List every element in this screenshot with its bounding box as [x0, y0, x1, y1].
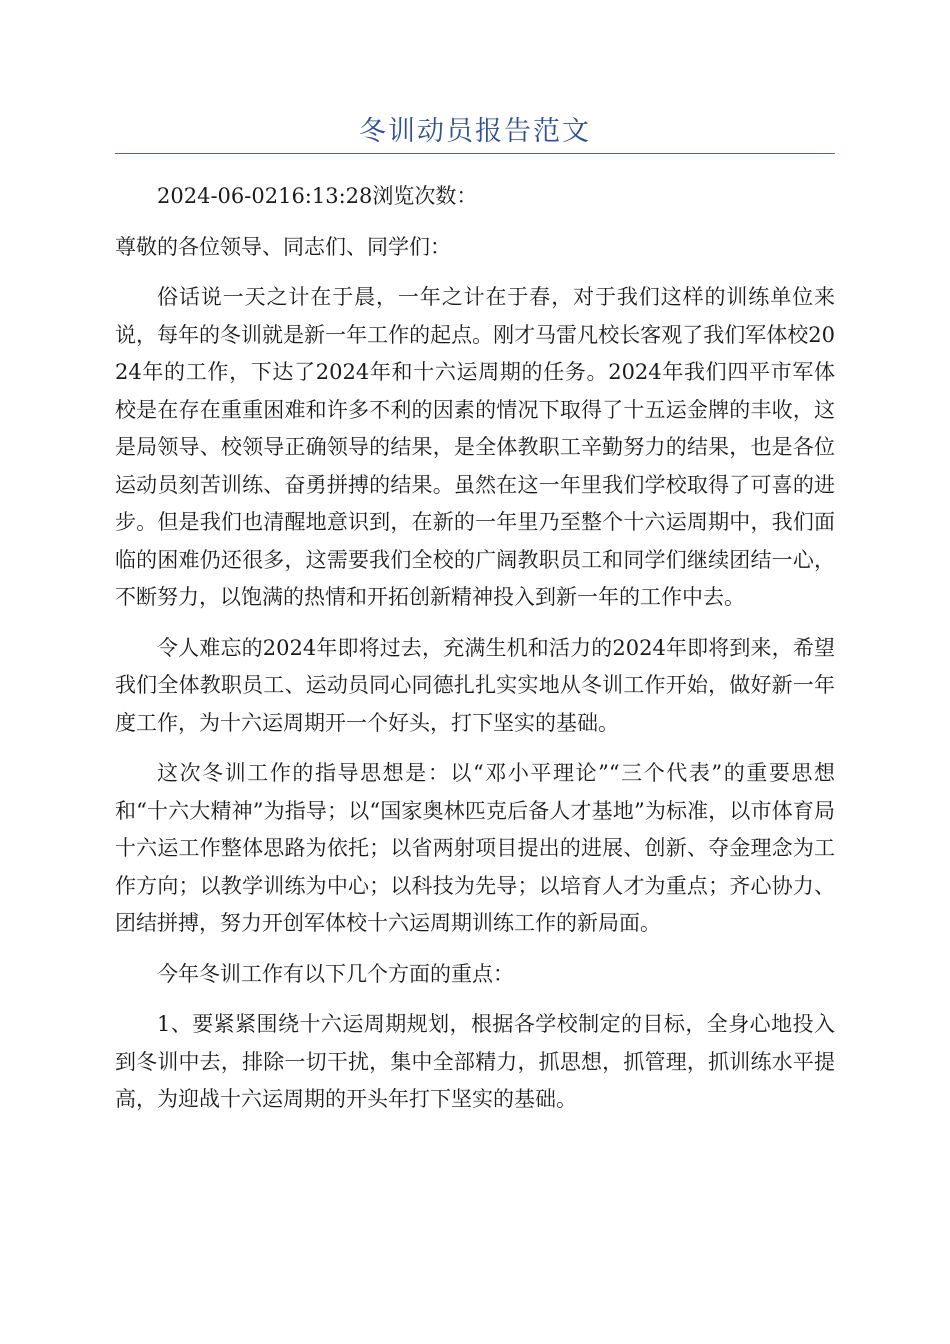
paragraph-1: 俗话说一天之计在于晨，一年之计在于春，对于我们这样的训练单位来说，每年的冬训就是新一年工作的起点。刚才马雷凡校长客观了我们军体校2024年的工作，下达了2024年和十六运周期的任务。2024年我们四平市军体校是在存在重重困难和许多不利的因素的情况下取得了十五运金牌的丰收，这是局领导、校领导正确领导的结果，是全体教职工辛勤努力的结果，也是各位运动员刻苦训练、奋勇拼搏的结果。虽然在这一年里我们学校取得了可喜的进步。但是我们也清醒地意识到，在新的一年里乃至整个十六运周期中，我们面临的困难仍还很多，这需要我们全校的广阔教职员工和同学们继续团结一心，不断努力，以饱满的热情和开拓创新精神投入到新一年的工作中去。 [115, 285, 835, 609]
title-underline [115, 153, 835, 154]
paragraph-5: 1、要紧紧围绕十六运周期规划，根据各学校制定的目标，全身心地投入到冬训中去，排除一切干扰，集中全部精力，抓思想，抓管理，抓训练水平提高，为迎战十六运周期的开头年打下坚实的基础。 [115, 1012, 835, 1111]
paragraph-3: 这次冬训工作的指导思想是：以“邓小平理论”“三个代表”的重要思想和“十六大精神”为指导；以“国家奥林匹克后备人才基地”为标准，以市体育局十六运工作整体思路为依托；以省两射项目提出的进展、创新、夺金理念为工作方向；以教学训练为中心；以科技为先导；以培育人才为重点；齐心协力、团结拼搏，努力开创军体校十六运周期训练工作的新局面。 [115, 761, 835, 935]
meta-line: 2024-06-0216:13:28浏览次数： [157, 184, 478, 208]
salutation: 尊敬的各位领导、同志们、同学们： [115, 234, 451, 259]
paragraph-2: 令人难忘的2024年即将过去，充满生机和活力的2024年即将到来，希望我们全体教职员工、运动员同心同德扎扎实实地从冬训工作开始，做好新一年度工作，为十六运周期开一个好头，打下坚实的基础。 [115, 635, 835, 735]
paragraph-4: 今年冬训工作有以下几个方面的重点： [157, 961, 514, 986]
document-body [115, 178, 835, 1119]
document-title: 冬训动员报告范文 [359, 116, 591, 147]
